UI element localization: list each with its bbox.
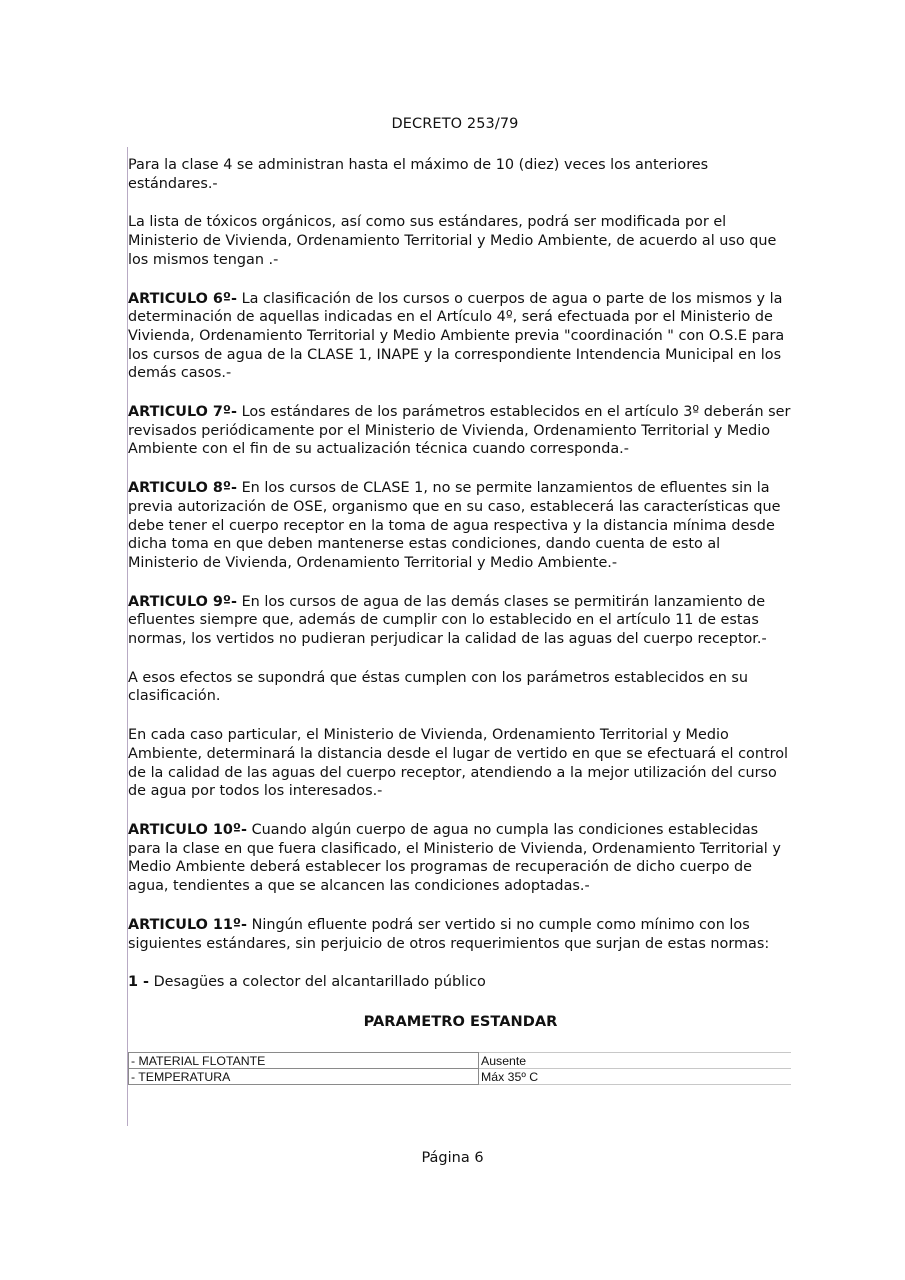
paragraph-caso-particular: [128, 726, 793, 801]
paragraph-text: A esos efectos se supondrá que éstas cumplen con los parámetros establecidos en su clasificación.: [128, 669, 749, 705]
document-title: DECRETO 253/79: [391, 116, 519, 132]
parameters-section-title: PARAMETRO ESTANDAR: [363, 1012, 558, 1030]
article-label: ARTICULO 6º-: [128, 290, 237, 307]
article-text: Los estándares de los parámetros establecidos en el artículo 3º deberán ser revisados periódicamente por el Ministerio de Vivienda, Ordenamiento Territorial y Medio Ambiente con el fin de su actualización técnica cuando corresponda.-: [128, 404, 791, 458]
document-body: [128, 156, 793, 1085]
article-text: Ningún efluente podrá ser vertido si no cumple como mínimo con los siguientes estándares, sin perjuicio de otros requerimientos que surjan de estas normas:: [128, 916, 770, 952]
article-6: [128, 290, 793, 384]
parameter-cell: - TEMPERATURA: [129, 1068, 479, 1084]
article-label: ARTICULO 10º-: [128, 821, 248, 838]
article-label: ARTICULO 9º-: [128, 593, 237, 610]
paragraph-text: En cada caso particular, el Ministerio de Vivienda, Ordenamiento Territorial y Medio Ambiente, determinará la distancia desde el lugar de vertido en que se efectuará el control de la calidad de las aguas del cuerpo receptor, atendiendo a la mejor utilización del curso de agua por todos los interesados.-: [128, 727, 789, 800]
standard-cell: Ausente: [479, 1052, 792, 1068]
table-row: [129, 1068, 792, 1084]
article-text: En los cursos de agua de las demás clases se permitirán lanzamiento de efluentes siempre que, además de cumplir con lo establecido en el artículo 11 de estas normas, los vertidos no pudieran perjudicar la calidad de las aguas del cuerpo receptor.-: [128, 593, 767, 648]
article-8: [128, 479, 793, 573]
article-text: Cuando algún cuerpo de agua no cumpla las condiciones establecidas para la clase en que fuera clasificado, el Ministerio de Vivienda, Ordenamiento Territorial y Medio Ambiente deberá establecer los programas de recuperación de dicho cuerpo de agua, tendientes a que se alcancen las condiciones adoptadas.-: [128, 821, 781, 895]
article-text: En los cursos de CLASE 1, no se permite lanzamientos de efluentes sin la previa autorización de OSE, organismo que en su caso, establecerá las características que debe tener el cuerpo receptor en la toma de agua respectiva y la distancia mínima desde dicha toma en que deben mantenerse estas condiciones, dando cuenta de esto al Ministerio de Vivienda, Ordenamiento Territorial y Medio Ambiente.-: [128, 480, 781, 571]
article-9: [128, 593, 793, 649]
article-label: ARTICULO 7º-: [128, 404, 237, 421]
paragraph-clase-4: [128, 156, 793, 193]
article-10: [128, 821, 793, 896]
list-item-label: 1 -: [128, 974, 149, 991]
document-header: [0, 115, 905, 133]
paragraph-toxicos-organicos: [128, 213, 793, 269]
article-label: ARTICULO 11º-: [128, 916, 248, 933]
parameter-cell: - MATERIAL FLOTANTE: [129, 1052, 479, 1068]
parameters-table: [128, 1052, 791, 1085]
article-text: La clasificación de los cursos o cuerpos de agua o parte de los mismos y la determinación de aquellas indicadas en el Artículo 4º, será efectuada por el Ministerio de Vivienda, Ordenamiento Territorial y Medio Ambiente previa "coordinación " con O.S.E para los cursos de agua de la CLASE 1, INAPE y la correspondiente Intendencia Municipal en los demás casos.-: [128, 290, 785, 382]
list-item-text: Desagües a colector del alcantarillado público: [149, 974, 486, 991]
standard-cell: Máx 35º C: [479, 1068, 792, 1084]
article-label: ARTICULO 8º-: [128, 480, 237, 497]
paragraph-text: La lista de tóxicos orgánicos, así como sus estándares, podrá ser modificada por el Ministerio de Vivienda, Ordenamiento Territorial y Medio Ambiente, de acuerdo al uso que los mismos tengan .-: [128, 214, 777, 268]
article-11: [128, 916, 793, 953]
article-7: [128, 403, 793, 459]
page-footer: [0, 1149, 905, 1167]
list-item-1: [128, 973, 793, 992]
table-row: [129, 1052, 792, 1068]
page-number: Página 6: [421, 1150, 484, 1166]
paragraph-text: Para la clase 4 se administran hasta el máximo de 10 (diez) veces los anteriores estándares.-: [128, 157, 709, 192]
paragraph-efectos: [128, 669, 793, 706]
